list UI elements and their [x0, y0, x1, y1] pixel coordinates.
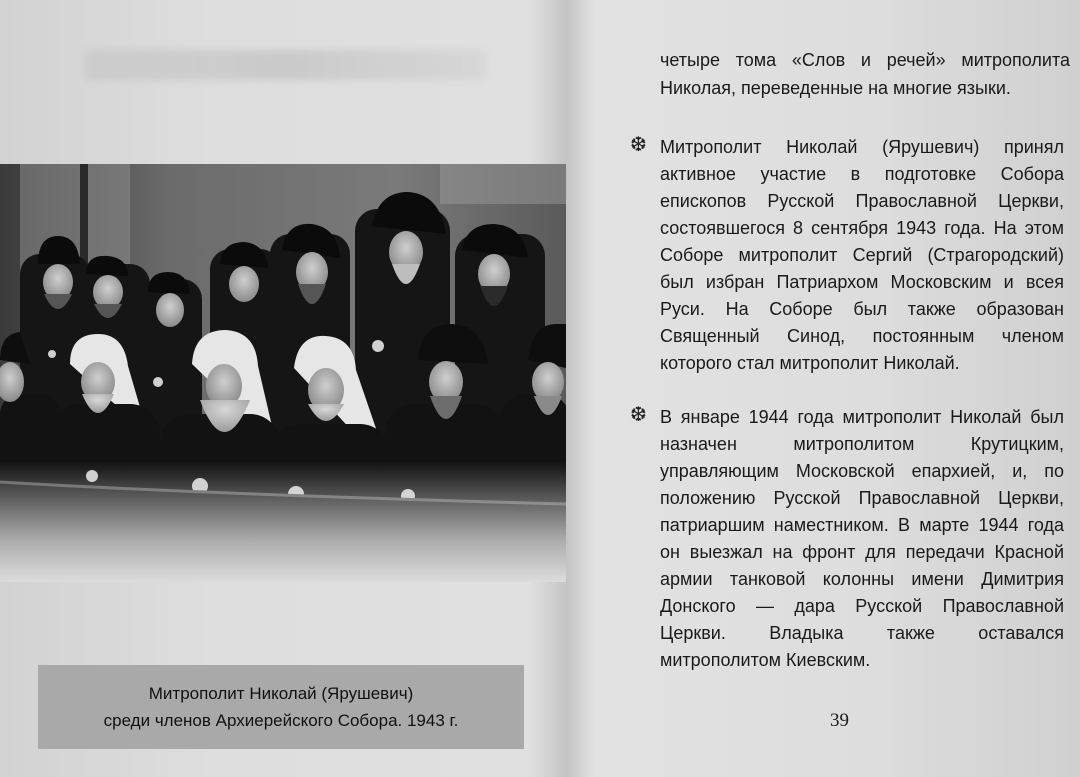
continued-text: четыре тома «Слов и речей» митрополита Николая, переведенные на многие языки. — [660, 50, 1070, 98]
photo-caption — [38, 665, 524, 749]
show-through-text — [85, 50, 485, 80]
paragraph-2 — [630, 404, 1064, 674]
snowflake-ornament-icon: ❆ — [630, 134, 647, 156]
snowflake-ornament-icon: ❆ — [630, 404, 647, 426]
caption-line-1: Митрополит Николай (Ярушевич) — [148, 684, 414, 703]
paragraph-1-text: Митрополит Николай (Ярушевич) принял активное участие в подготовке Собора епископов Русской Православной Церкви, состоявшегося 8 сентября 1943 года. На этом Соборе митрополит Сергий (Страгородский) был избран Патриархом Московским и всея Руси. На Соборе был также образован Священный Синод, постоянным членом которого стал митрополит Николай. — [660, 137, 1064, 373]
paragraph-2-text: В январе 1944 года митрополит Николай был назначен митрополитом Крутицким, управляющим Московской епархией, и, по положению Русской Православной Церкви, патриаршим наместником. В марте 1944 года он выезжал на фронт для передачи Красной армии танковой колонны имени Димитрия Донского — дара Русской Православной Церкви. Владыка также оставался митрополитом Киевским. — [660, 407, 1064, 670]
right-page — [572, 0, 1080, 777]
historical-photo — [0, 164, 566, 582]
photo-illustration — [0, 164, 566, 582]
page-number: 39 — [830, 710, 849, 731]
caption-line-2: среди членов Архиерейского Собора. 1943 г. — [103, 711, 459, 730]
paragraph-1 — [630, 134, 1064, 377]
